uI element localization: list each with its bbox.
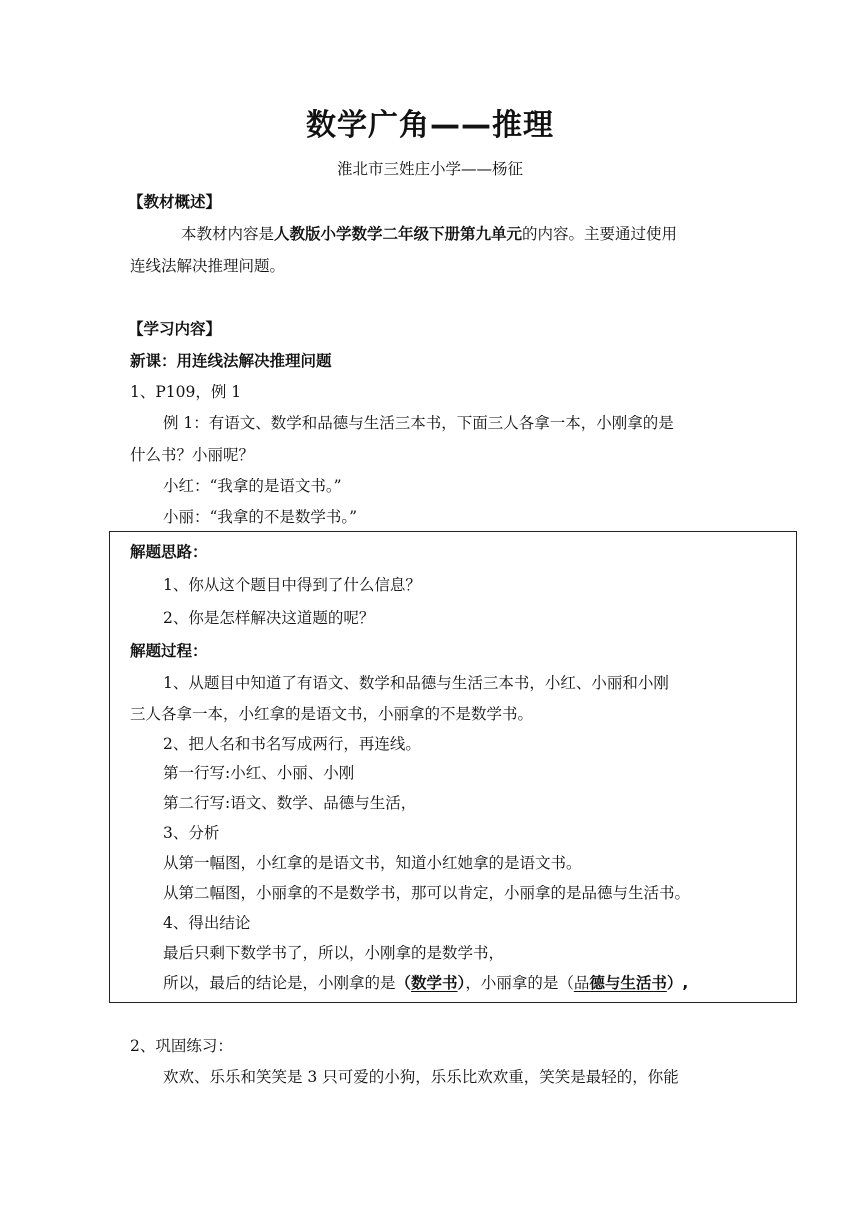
learning-heading: 【学习内容】 bbox=[128, 320, 222, 338]
overview-text-bold: 人教版小学数学二年级下册第九单元 bbox=[274, 225, 523, 243]
example-line2: 什么书？小丽呢？ bbox=[130, 446, 255, 464]
overview-text-suffix: 的内容。主要通过使用 bbox=[522, 225, 678, 243]
overview-paragraph-line1 bbox=[181, 225, 677, 244]
new-lesson-title: 新课：用连线法解决推理问题 bbox=[130, 352, 332, 370]
answer-xiaogang: 数学书 bbox=[411, 974, 458, 992]
quote-xiaoli: 小丽：“我拿的不是数学书。” bbox=[163, 508, 358, 526]
example-line1: 例 1：有语文、数学和品德与生活三本书，下面三人各拿一本，小刚拿的是 bbox=[163, 414, 674, 432]
thinking-question-1: 1、你从这个题目中得到了什么信息？ bbox=[163, 576, 421, 594]
analysis-line2: 从第二幅图，小丽拿的不是数学书，那可以肯定，小丽拿的是品德与生活书。 bbox=[163, 884, 691, 902]
practice-line1: 欢欢、乐乐和笑笑是 3 只可爱的小狗，乐乐比欢欢重，笑笑是最轻的，你能 bbox=[163, 1068, 679, 1086]
item-1-label: 1、P109，例 1 bbox=[130, 383, 242, 401]
thinking-heading: 解题思路： bbox=[130, 543, 208, 561]
process-step2: 2、把人名和书名写成两行，再连线。 bbox=[163, 735, 421, 753]
process-step1-line2: 三人各拿一本，小红拿的是语文书，小丽拿的不是数学书。 bbox=[130, 705, 534, 723]
thinking-question-2: 2、你是怎样解决这道题的呢？ bbox=[163, 609, 375, 627]
overview-paragraph-line2: 连线法解决推理问题。 bbox=[130, 257, 286, 275]
conclusion-line1: 最后只剩下数学书了，所以，小刚拿的是数学书， bbox=[163, 944, 505, 962]
practice-heading: 2、巩固练习： bbox=[130, 1037, 233, 1055]
page-subtitle: 淮北市三姓庄小学——杨征 bbox=[336, 160, 523, 178]
answer-close-paren-2: ）, bbox=[666, 974, 689, 992]
quote-xiaohong: 小红：“我拿的是语文书。” bbox=[163, 477, 342, 495]
overview-text-prefix: 本教材内容是 bbox=[181, 225, 275, 243]
process-row1: 第一行写:小红、小丽、小刚 bbox=[163, 764, 355, 782]
page-title: 数学广角——推理 bbox=[306, 108, 554, 143]
answer-close-paren: ） bbox=[457, 974, 466, 992]
process-step1-line1: 1、从题目中知道了有语文、数学和品德与生活三本书，小红、小丽和小刚 bbox=[163, 674, 669, 692]
conclusion-prefix: 所以，最后的结论是，小刚拿的是 bbox=[163, 974, 396, 992]
answer-xiaoli-bold: 德与生活书 bbox=[589, 974, 667, 992]
process-heading: 解题过程： bbox=[130, 642, 208, 660]
overview-heading: 【教材概述】 bbox=[128, 193, 222, 211]
conclusion-mid: ，小丽拿的是（ bbox=[465, 974, 574, 992]
process-row2: 第二行写:语文、数学、品德与生活， bbox=[163, 794, 417, 812]
analysis-line1: 从第一幅图，小红拿的是语文书，知道小红她拿的是语文书。 bbox=[163, 854, 582, 872]
process-step3: 3、分析 bbox=[163, 824, 220, 842]
process-step4: 4、得出结论 bbox=[163, 914, 251, 932]
answer-xiaoli-plain: 品 bbox=[573, 974, 590, 992]
answer-open-paren: （ bbox=[395, 974, 412, 992]
conclusion-line2 bbox=[163, 974, 688, 993]
